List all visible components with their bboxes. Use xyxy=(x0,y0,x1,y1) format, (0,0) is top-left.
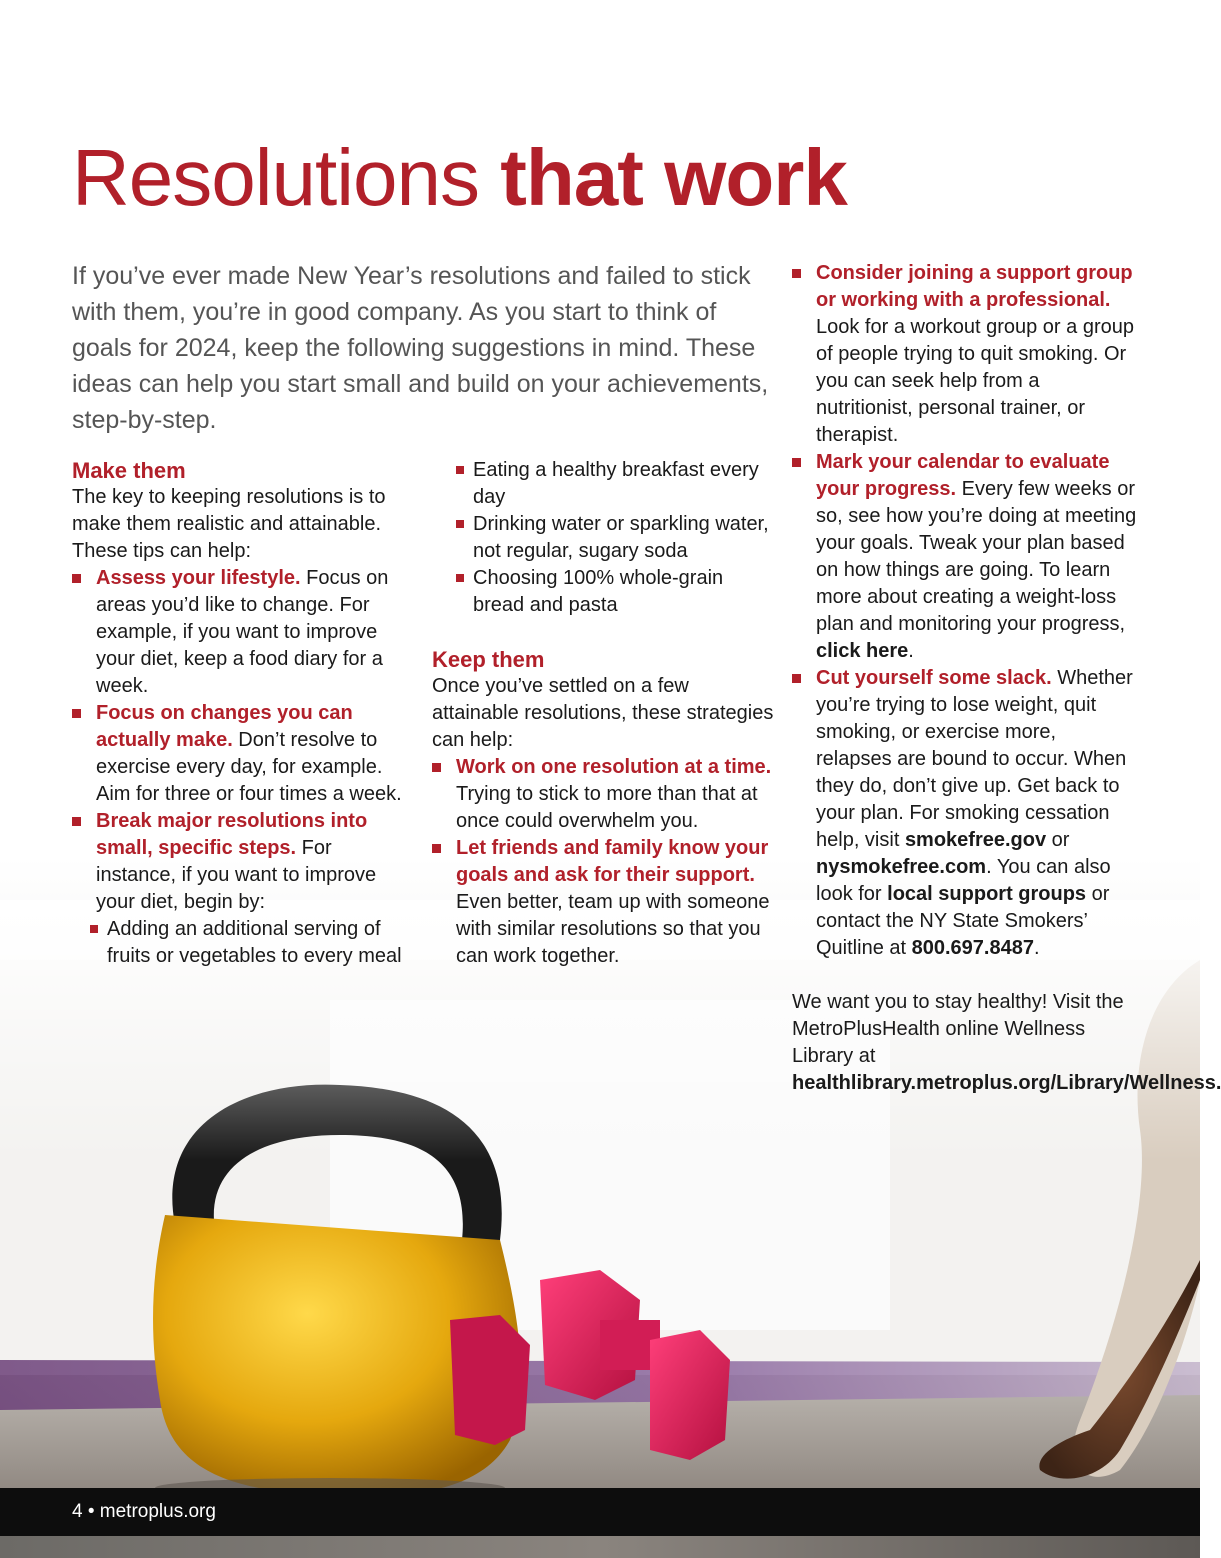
diet-steps-list xyxy=(72,916,417,970)
list-item xyxy=(90,916,417,970)
bullet-square-icon xyxy=(456,520,464,528)
closing-text: We want you to stay healthy! Visit the MetroPlusHealth online Wellness Library at xyxy=(792,991,1124,1067)
list-item xyxy=(72,808,417,916)
section-heading-make-them: Make them xyxy=(72,458,186,483)
tip-text: Don’t resolve to exercise every day, for example. Aim for three or four times a week. xyxy=(96,729,402,805)
tip-title: Cut yourself some slack. xyxy=(816,667,1052,689)
smokefree-link[interactable]: smokefree.gov xyxy=(904,829,1047,851)
keep-them-list-continued xyxy=(792,260,1137,962)
tip-title: Break major resolutions into small, specific steps. xyxy=(96,810,368,859)
local-support-groups-link[interactable]: local support groups xyxy=(887,883,1087,905)
bullet-square-icon xyxy=(72,709,81,718)
title-bold: that work xyxy=(500,133,847,222)
footer-photo-strip xyxy=(0,1536,1200,1558)
click-here-link[interactable]: click here xyxy=(816,640,909,662)
tip-text: . xyxy=(1033,937,1040,959)
list-item xyxy=(72,565,417,700)
tip-title: Assess your lifestyle. xyxy=(96,567,301,589)
make-them-lead: The key to keeping resolutions is to make them realistic and attainable. These tips can help: xyxy=(72,486,386,562)
section-heading-keep-them: Keep them xyxy=(432,647,545,672)
list-item xyxy=(792,260,1137,449)
bullet-square-icon xyxy=(792,674,801,683)
list-item xyxy=(456,565,777,619)
bullet-square-icon xyxy=(90,925,98,933)
list-item xyxy=(72,700,417,808)
bullet-square-icon xyxy=(456,466,464,474)
sub-item-text: Eating a healthy breakfast every day xyxy=(473,459,759,508)
tip-text-tail: . xyxy=(908,640,914,662)
closing-paragraph xyxy=(792,989,1221,1097)
bullet-square-icon xyxy=(456,574,464,582)
list-item xyxy=(432,835,777,970)
list-item xyxy=(456,457,777,511)
bullet-square-icon xyxy=(792,269,801,278)
tip-text: or xyxy=(1046,829,1070,851)
column-make-them xyxy=(72,457,417,970)
tip-title: Mark your calendar to evaluate your progress. xyxy=(816,451,1110,500)
tip-text: For instance, if you want to improve your diet, begin by: xyxy=(96,837,377,913)
page-number-site: 4 • metroplus.org xyxy=(72,1501,216,1522)
sub-item-text: Choosing 100% whole-grain bread and pasta xyxy=(473,567,724,616)
sub-item-text: Drinking water or sparkling water, not regular, sugary soda xyxy=(473,513,769,562)
tip-title: Work on one resolution at a time. xyxy=(456,756,772,778)
tip-text: Even better, team up with someone with similar resolutions so that you can work together. xyxy=(456,891,770,967)
title-regular: Resolutions xyxy=(72,133,501,222)
bullet-square-icon xyxy=(432,763,441,772)
tip-title: Let friends and family know your goals and ask for their support. xyxy=(456,837,769,886)
bullet-square-icon xyxy=(72,574,81,583)
list-item xyxy=(792,665,1137,962)
column-continued xyxy=(792,260,1221,1097)
bullet-square-icon xyxy=(72,817,81,826)
make-them-list xyxy=(72,565,417,916)
page-title xyxy=(72,132,847,224)
wellness-library-link[interactable]: healthlibrary.metroplus.org/Library/Wellness xyxy=(792,1072,1216,1094)
tip-text: Every few weeks or so, see how you’re doing at meeting your goals. Tweak your plan based on how things are going. To learn more about creating a weight-loss plan and monitoring your progress, xyxy=(816,478,1137,635)
sub-item-text: Adding an additional serving of fruits or vegetables to every meal xyxy=(107,918,402,967)
tip-text: Trying to stick to more than that at once could overwhelm you. xyxy=(456,783,758,832)
keep-them-lead: Once you’ve settled on a few attainable resolutions, these strategies can help: xyxy=(432,675,774,751)
quitline-phone-link[interactable]: 800.697.8487 xyxy=(911,937,1034,959)
bullet-square-icon xyxy=(792,458,801,467)
page-footer xyxy=(0,1488,1200,1536)
tip-title: Consider joining a support group or working with a professional. xyxy=(816,262,1133,311)
tip-title: Focus on changes you can actually make. xyxy=(96,702,353,751)
tip-text: Look for a workout group or a group of people trying to quit smoking. Or you can seek help from a nutritionist, personal trainer, or therapist. xyxy=(816,316,1134,446)
tip-text: Focus on areas you’d like to change. For example, if you want to improve your diet, keep a food diary for a week. xyxy=(96,567,389,697)
tip-text: Whether you’re trying to lose weight, quit smoking, or exercise more, relapses are bound to occur. When they do, don’t give up. Get back to your plan. For smoking cessation help, visit xyxy=(816,667,1133,851)
bullet-square-icon xyxy=(432,844,441,853)
tip-text: or contact the NY State Smokers’ Quitline at xyxy=(816,883,1110,959)
list-item xyxy=(456,511,777,565)
tip-text: . You can also look for xyxy=(816,856,1111,905)
closing-tail: . xyxy=(1215,1072,1221,1094)
column-keep-them xyxy=(432,457,777,970)
list-item xyxy=(432,754,777,835)
intro-paragraph: If you’ve ever made New Year’s resolutions and failed to stick with them, you’re in good company. As you start to think of goals for 2024, keep the following suggestions in mind. These ideas can help you start small and build on your achievements, step-by-step. xyxy=(72,262,769,434)
keep-them-list xyxy=(432,754,777,970)
list-item xyxy=(792,449,1137,665)
nysmokefree-link[interactable]: nysmokefree.com xyxy=(816,856,987,878)
diet-steps-list-continued xyxy=(432,457,777,619)
